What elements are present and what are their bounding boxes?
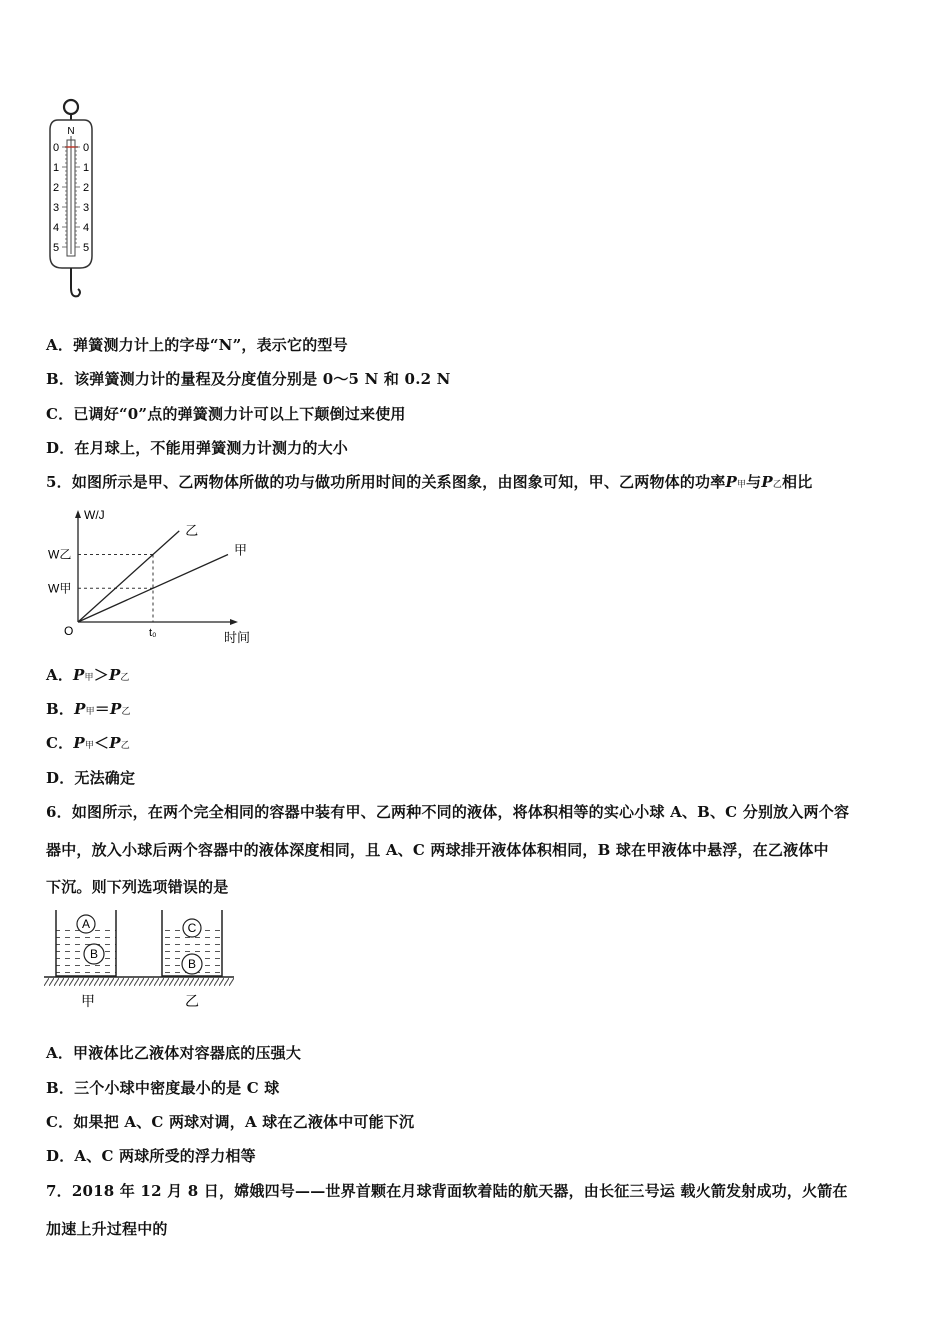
x-axis-arrow — [230, 619, 238, 625]
q6-option-c: C．如果把 A、C 两球对调，A 球在乙液体中可能下沉 — [46, 1113, 415, 1131]
series-label-jia: 甲 — [234, 542, 248, 558]
p-yi-sub: 乙 — [772, 480, 783, 490]
label-jia: 甲 — [81, 993, 95, 1009]
y-tick-label: W乙 — [48, 547, 72, 562]
tick-label-right: 3 — [83, 202, 90, 214]
p-yi: P — [761, 473, 773, 491]
svg-text:B: B — [187, 957, 197, 971]
p-jia: P — [725, 473, 737, 491]
tick-label-left: 5 — [53, 242, 60, 254]
tick-label-left: 0 — [53, 142, 60, 154]
q5-option-a: A．P甲＞P乙 — [46, 666, 130, 684]
svg-text:A: A — [81, 917, 91, 931]
p-jia-sub: 甲 — [736, 480, 747, 490]
label-yi: 乙 — [185, 993, 199, 1009]
q6-stem-line-1: 6．如图所示，在两个完全相同的容器中装有甲、乙两种不同的液体，将体积相等的实心小球 A、B、C 分别放入两个容 — [46, 803, 850, 821]
y-tick-label: W甲 — [48, 581, 72, 596]
q4-option-c: C．已调好“0”点的弹簧测力计可以上下颠倒过来使用 — [46, 405, 406, 423]
q7-stem-line-1: 7．2018 年 12 月 8 日，嫦娥四号——世界首颗在月球背面软着陆的航天器，由长征三号运 载火箭发射成功，火箭在 — [46, 1182, 848, 1200]
tick-label-right: 0 — [83, 142, 90, 154]
svg-text:C: C — [187, 921, 197, 935]
series-line-jia — [78, 555, 228, 623]
containers-figure — [44, 906, 234, 1014]
origin-label: O — [64, 624, 74, 638]
q6-option-d: D．A、C 两球所受的浮力相等 — [46, 1147, 256, 1165]
tick-label-left: 1 — [53, 162, 60, 174]
q5-option-b: B．P甲＝P乙 — [46, 700, 131, 718]
unit-label: N — [67, 126, 75, 137]
q4-option-b: B．该弹簧测力计的量程及分度值分别是 0～5 N 和 0.2 N — [46, 370, 451, 388]
x-tick-label: t₀ — [149, 627, 157, 639]
tick-label-left: 2 — [53, 182, 60, 194]
top-ring — [64, 100, 78, 114]
q5-option-c: C．P甲＜P乙 — [46, 734, 130, 752]
q5-stem-text: 5．如图所示是甲、乙两物体所做的功与做功所用时间的关系图象，由图象可知，甲、乙两物体的功率 — [46, 473, 726, 491]
q4-option-a: A．弹簧测力计上的字母“N”，表示它的型号 — [46, 336, 348, 354]
q5-stem-end: 相比 — [782, 473, 813, 491]
ground-hatch — [44, 978, 234, 986]
q5-option-d: D．无法确定 — [46, 769, 136, 787]
work-time-chart — [44, 506, 251, 650]
tick-label-right: 4 — [83, 222, 90, 234]
series-label-yi: 乙 — [185, 522, 199, 538]
q5-connector: 与 — [746, 473, 762, 491]
series-line-yi — [78, 531, 179, 622]
x-axis-label: 时间 — [224, 630, 251, 645]
q6-option-a: A．甲液体比乙液体对容器底的压强大 — [46, 1044, 302, 1062]
tick-label-right: 2 — [83, 182, 90, 194]
svg-text:B: B — [89, 947, 99, 961]
q6-option-b: B．三个小球中密度最小的是 C 球 — [46, 1079, 280, 1097]
y-axis-arrow — [75, 510, 81, 518]
q7-stem-line-2: 加速上升过程中的 — [46, 1220, 168, 1238]
q6-stem-line-3: 下沉。则下列选项错误的是 — [46, 878, 229, 896]
q4-option-d: D．在月球上，不能用弹簧测力计测力的大小 — [46, 439, 349, 457]
y-axis-label: W/J — [84, 508, 105, 522]
tick-label-left: 3 — [53, 202, 60, 214]
spring-scale-figure — [40, 96, 110, 306]
tick-label-left: 4 — [53, 222, 60, 234]
tick-label-right: 1 — [83, 162, 90, 174]
q5-stem — [46, 471, 812, 492]
q6-stem-line-2: 器中，放入小球后两个容器中的液体深度相同，且 A、C 两球排开液体体积相同，B 球在甲液体中悬浮，在乙液体中 — [46, 841, 829, 859]
hook — [71, 288, 80, 296]
tick-label-right: 5 — [83, 242, 90, 254]
